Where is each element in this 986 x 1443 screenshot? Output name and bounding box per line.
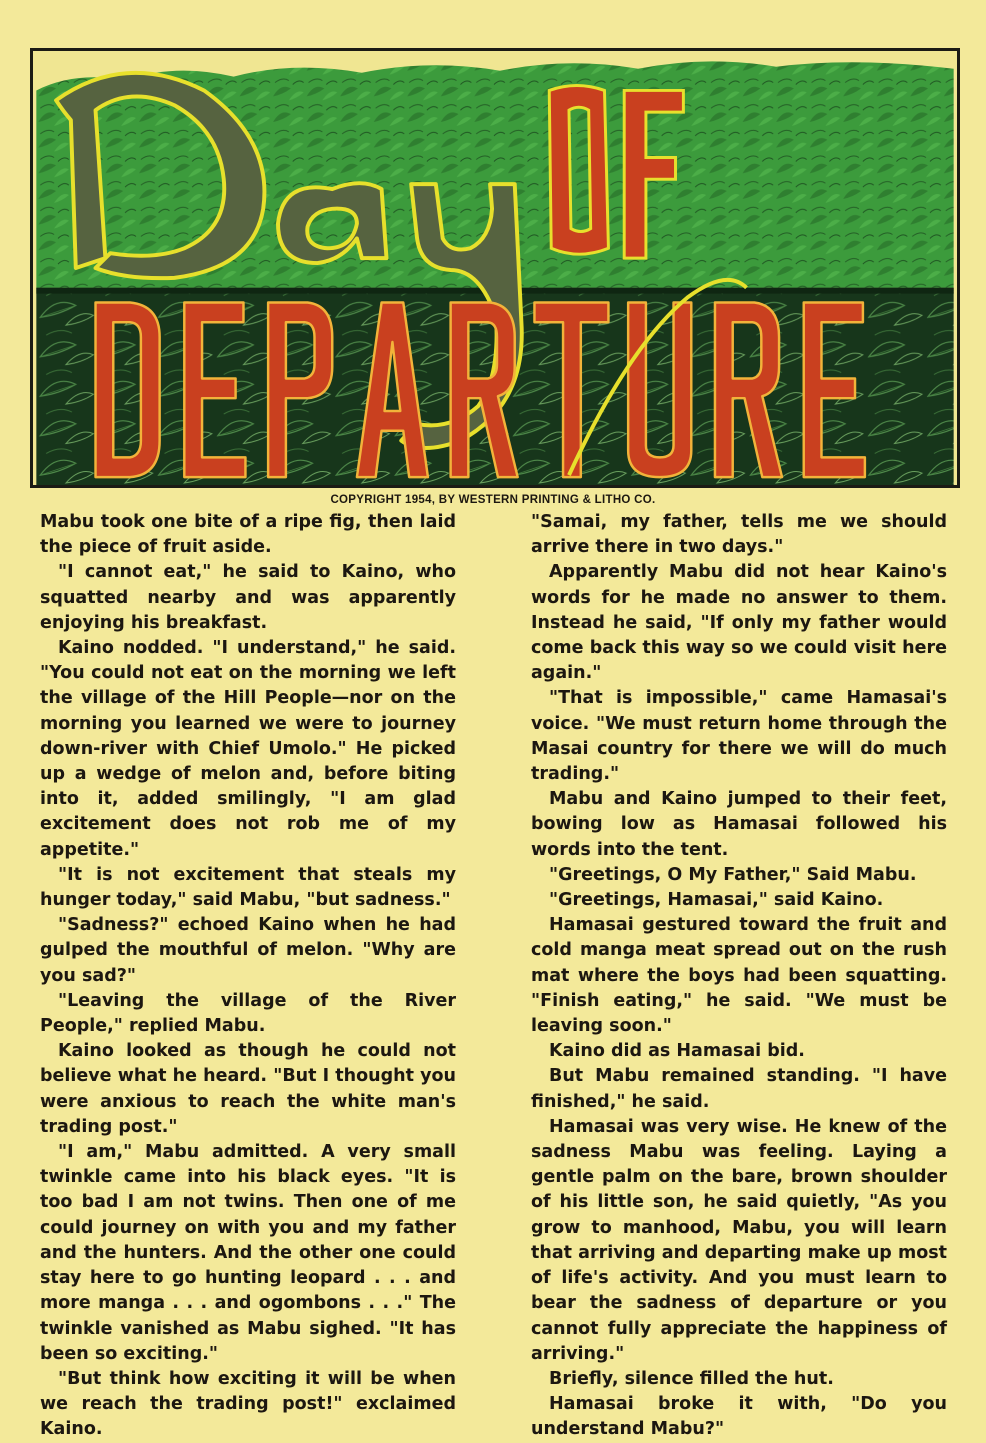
copyright-line: COPYRIGHT 1954, BY WESTERN PRINTING & LITHO CO. (330, 494, 656, 506)
paragraph: Briefly, silence filled the hut. (549, 1368, 834, 1389)
title-banner (30, 48, 960, 488)
paragraph: Kaino did as Hamasai bid. (549, 1041, 805, 1062)
paragraph: Hamasai was very wise. He knew of the sadness Mabu was feeling. Laying a gentle palm on the bare, brown shoulder of his little son, he said quietly, "As you grow to manhood, Mabu, you will learn that arriving and departing make up most of life's activity. And you must learn to bear the sadness of departure or you cannot fully appreciate the happiness of arriving." (531, 1116, 947, 1364)
paragraph: "Greetings, O My Father," Said Mabu. (549, 864, 917, 885)
paragraph: "I cannot eat," he said to Kaino, who squatted nearby and was apparently enjoying his breakfast. (40, 562, 456, 633)
paragraph: Kaino nodded. "I understand," he said. "You could not eat on the morning we left the village of the Hill People—nor on the morning you learned we were to journey down-river with Chief Umolo." He picked up a wedge of melon and, before biting into it, added smilingly, "I am glad excitement does not rob me of my appetite." (40, 638, 456, 860)
paragraph: Hamasai broke it with, "Do you understand Mabu?" (531, 1394, 947, 1440)
paragraph: "I am," Mabu admitted. A very small twinkle came into his black eyes. "It is too bad I am not twins. Then one of me could journey on with you and my father and the hunters. And the other one could stay here to go hunting leopard . . . and more manga . . . and ogombons . . ." The twinkle vanished as Mabu sighed. "It has been so exciting." (40, 1142, 456, 1364)
paragraph: "Leaving the village of the River People," replied Mabu. (40, 990, 456, 1037)
paragraph: But Mabu remained standing. "I have finished," he said. (531, 1066, 947, 1112)
paragraph: "That is impossible," came Hamasai's voice. "We must return home through the Masai country for there we will do much trading." (531, 688, 947, 785)
paragraph: "Sadness?" echoed Kaino when he had gulped the mouthful of melon. "Why are you sad?" (40, 915, 456, 986)
paragraph: Hamasai gestured toward the fruit and cold manga meat spread out on the rush mat where the boys had been squatting. "Finish eating," he said. "We must be leaving soon." (531, 915, 947, 1037)
paragraph: Apparently Mabu did not hear Kaino's words for he made no answer to them. Instead he said, "If only my father would come back this way so we could visit here again." (531, 562, 947, 684)
paragraph: "Greetings, Hamasai," said Kaino. (549, 890, 884, 911)
paragraph: "But think how exciting it will be when we reach the trading post!" exclaimed Kaino. (40, 1368, 456, 1440)
paragraph: "Samai, my father, tells me we should arrive there in two days." (531, 512, 947, 558)
paragraph: Mabu took one bite of a ripe fig, then laid the piece of fruit aside. (40, 512, 456, 558)
story-column-left (40, 510, 456, 1443)
paragraph: "It is not excitement that steals my hunger today," said Mabu, "but sadness." (40, 864, 456, 911)
paragraph: Mabu and Kaino jumped to their feet, bowing low as Hamasai followed his words into the tent. (531, 789, 947, 860)
paragraph: Kaino looked as though he could not believe what he heard. "But I thought you were anxious to reach the white man's trading post." (40, 1041, 456, 1137)
story-column-right (531, 510, 947, 1443)
title-illustration (33, 51, 957, 485)
